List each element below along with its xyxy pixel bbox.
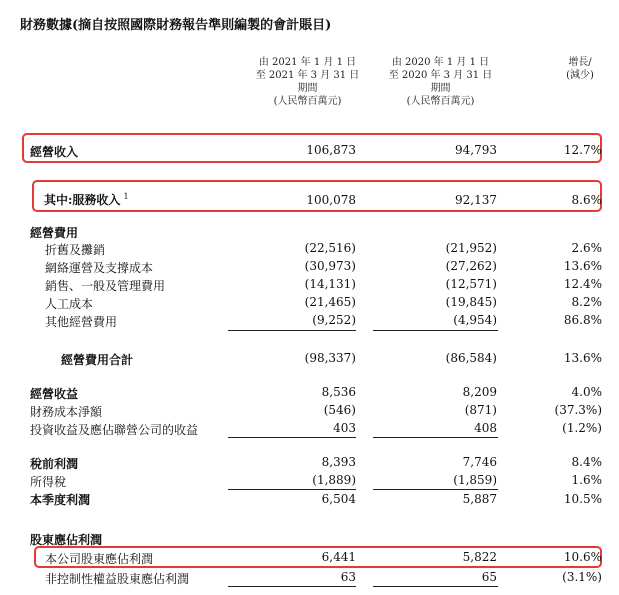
cell-2021: (1,889) <box>312 473 356 487</box>
header-col-change <box>555 56 605 82</box>
cell-2021: (14,131) <box>304 277 356 291</box>
header-line: 由 2021 年 1 月 1 日 <box>258 57 357 68</box>
underline <box>373 586 498 587</box>
cell-2020: 8,209 <box>462 385 497 399</box>
header-line: (人民幣百萬元) <box>273 96 342 107</box>
row-label-attrib-nci: 非控制性權益股東應佔利潤 <box>45 572 190 586</box>
row-label-op-profit: 經營收益 <box>30 387 79 401</box>
row-label-pbt: 稅前利潤 <box>30 457 79 471</box>
underline <box>373 489 498 490</box>
cell-change: 2.6% <box>571 241 602 255</box>
cell-change: (3.1%) <box>562 570 602 584</box>
cell-2020: 408 <box>474 421 497 435</box>
cell-change: 12.4% <box>563 277 602 291</box>
cell-2020: 5,887 <box>462 492 497 506</box>
cell-2020: 92,137 <box>455 193 497 207</box>
row-label-text: 其中:服務收入 <box>44 193 121 207</box>
cell-2021: 8,393 <box>321 455 356 469</box>
cell-2020: (86,584) <box>445 351 497 365</box>
cell-2020: (4,954) <box>453 313 497 327</box>
underline <box>228 330 356 331</box>
cell-change: 10.5% <box>563 492 602 506</box>
cell-2021: 6,441 <box>321 550 356 564</box>
cell-2020: (27,262) <box>445 259 497 273</box>
header-col-2021 <box>245 56 370 108</box>
header-line: (人民幣百萬元) <box>406 96 475 107</box>
header-line: 期間 <box>297 83 318 94</box>
cell-change: 8.2% <box>571 295 602 309</box>
cell-2020: (19,845) <box>445 295 497 309</box>
cell-change: 12.7% <box>563 143 602 157</box>
row-label-tax: 所得稅 <box>30 475 67 489</box>
row-label-opex-item: 網絡運營及支撐成本 <box>45 261 154 275</box>
header-line: 至 2021 年 3 月 31 日 <box>255 70 360 81</box>
cell-2021: (98,337) <box>304 351 356 365</box>
cell-change: (1.2%) <box>562 421 602 435</box>
cell-2021: 403 <box>333 421 356 435</box>
cell-2020: (21,952) <box>445 241 497 255</box>
section-heading-opex: 經營費用 <box>30 226 79 240</box>
row-label-opex-item: 其他經營費用 <box>45 315 118 329</box>
header-line: (減少) <box>566 70 594 81</box>
footnote-marker: 1 <box>123 192 129 201</box>
cell-change: 8.6% <box>571 193 602 207</box>
underline <box>228 437 356 438</box>
row-label-attrib-company: 本公司股東應佔利潤 <box>45 552 154 566</box>
header-line: 至 2020 年 3 月 31 日 <box>388 70 493 81</box>
cell-change: 13.6% <box>563 259 602 273</box>
page-title: 財務數據(摘自按照國際財務報告準則編製的會計賬目) <box>20 18 332 33</box>
row-label-opex-total: 經營費用合計 <box>61 353 134 367</box>
cell-2020: 94,793 <box>455 143 497 157</box>
cell-2020: (871) <box>464 403 497 417</box>
section-heading-attrib: 股東應佔利潤 <box>30 533 103 547</box>
row-label-profit: 本季度利潤 <box>30 493 91 507</box>
cell-2021: 63 <box>340 570 356 584</box>
cell-2021: (30,973) <box>304 259 356 273</box>
cell-2021: 106,873 <box>306 143 356 157</box>
cell-2021: (9,252) <box>312 313 356 327</box>
cell-2021: 8,536 <box>321 385 356 399</box>
cell-change: 4.0% <box>571 385 602 399</box>
cell-2021: (22,516) <box>304 241 356 255</box>
header-line: 期間 <box>430 83 451 94</box>
row-label-opex-item: 銷售、一般及管理費用 <box>45 279 166 293</box>
cell-2020: (1,859) <box>453 473 497 487</box>
row-label-invest-income: 投資收益及應佔聯營公司的收益 <box>30 423 199 437</box>
cell-change: 86.8% <box>563 313 602 327</box>
row-label-service <box>44 191 129 208</box>
header-line: 由 2020 年 1 月 1 日 <box>391 57 490 68</box>
cell-2020: 7,746 <box>462 455 497 469</box>
row-label-revenue: 經營收入 <box>30 145 79 159</box>
cell-change: 1.6% <box>571 473 602 487</box>
cell-2021: 6,504 <box>321 492 356 506</box>
cell-2020: (12,571) <box>445 277 497 291</box>
underline <box>373 330 498 331</box>
row-label-opex-item: 折舊及攤銷 <box>45 243 106 257</box>
cell-2020: 5,822 <box>462 550 497 564</box>
header-col-2020 <box>378 56 503 108</box>
cell-change: 10.6% <box>563 550 602 564</box>
cell-2020: 65 <box>481 570 497 584</box>
underline <box>373 437 498 438</box>
underline <box>228 489 356 490</box>
cell-2021: 100,078 <box>306 193 356 207</box>
cell-change: (37.3%) <box>554 403 602 417</box>
underline <box>228 586 356 587</box>
row-label-finance-cost: 財務成本淨額 <box>30 405 103 419</box>
cell-change: 13.6% <box>563 351 602 365</box>
cell-2021: (21,465) <box>304 295 356 309</box>
cell-2021: (546) <box>323 403 356 417</box>
header-line: 增長/ <box>568 57 592 68</box>
cell-change: 8.4% <box>571 455 602 469</box>
row-label-opex-item: 人工成本 <box>45 297 94 311</box>
